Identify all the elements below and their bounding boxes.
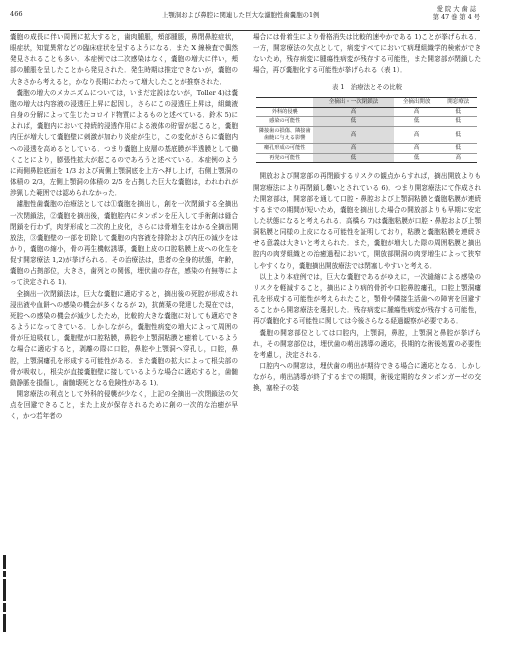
body-paragraph: 口腔内への開窓は，埋伏歯の萌出が期待できる場合に適応となる．しかしながら，萌出誘導が終了するまでの期間，術後定期的なタンポンガーゼの交換，塞栓子の装 [253, 362, 481, 393]
table-row-label: 再発の可能性 [256, 153, 313, 163]
header-rule [10, 30, 480, 31]
table-header-cell [256, 97, 313, 107]
table-cell: 低 [440, 127, 477, 144]
table-cell: 低 [394, 153, 440, 163]
table-cell: 高 [394, 107, 440, 117]
table-cell: 低 [313, 117, 393, 127]
body-paragraph: 嚢胞の成長に伴い周囲に拡大すると，歯肉腫脹，頬部腫脹，鼻閉鼻腔症状，眼症状，知覚異常などの臨床症状を呈するようになる．また X 線検査で偶然発見されることも多い．本症例では二次感染はなく，嚢胞の増大に伴い，頬部の腫脹を呈したことから発見された．発生時期は推定できないが，嚢胞の大きさから考えると，かなり長期にわたって増大したことが推察された． [10, 33, 238, 86]
journal-volume: 第 47 巻 第 4 号 [432, 14, 480, 21]
body-paragraph: 嚢胞の増大のメカニズムについては，いまだ定説はないが，Toller 4)は嚢胞の増大は内容液の浸透圧上昇に起因し，さらにこの浸透圧上昇は，組織液自身の分解によって生じたコロイド物質によるものと述べている．鈴木 5)によれば，嚢胞内において持続的浸透作用による液体の貯留が起こると，嚢胞内圧が増大して嚢胞壁に刺激が加わり炎症が生じ，この変化がさらに嚢胞内への浸透を高めるとしている．つまり嚢胞上皮層の基底膜が半透膜として働くことにより，膨張性拡大が起こるのであろうと述べている．本症例のように両側鼻腔底面を 1/3 および両側上顎洞底を上方へ押し上げ，右側上顎洞の体積の 2/3，左側上顎洞の体積の 2/5 を占拠した巨大な嚢胞は，われわれが渉猟した範囲では認められなかった． [10, 88, 238, 198]
table-row-label: 瘻孔形成の可能性 [256, 143, 313, 153]
right-column [253, 32, 481, 394]
table-row [256, 153, 477, 163]
body-paragraph: 場合には骨着生により骨格消失は比較的速やかである 1)ことが挙げられる．一方，開窓療法の欠点として，病変すべてにおいて病理組織学的検索ができないため，残存病変に腫瘍性病変が残存する可能性，また開窓部が閉鎖した場合，再び嚢胞化する可能性が挙げられる（表 1）． [253, 33, 481, 75]
page-number: 466 [10, 10, 23, 18]
table-cell: 高 [440, 153, 477, 163]
journal-citation [433, 6, 480, 22]
table-row-label: 外科的侵襲 [256, 107, 313, 117]
table-cell: 高 [313, 127, 393, 144]
table-row [256, 143, 477, 153]
table-cell: 高 [313, 107, 393, 117]
running-header [10, 6, 480, 28]
table-row [256, 117, 477, 127]
table-header-cell: 全摘出開放 [394, 97, 440, 107]
journal-name: 愛 院 大 歯 誌 [436, 6, 477, 13]
table-cell: 低 [440, 117, 477, 127]
table-cell: 低 [440, 143, 477, 153]
table-header-cell: 開窓療法 [440, 97, 477, 107]
table-row [256, 127, 477, 144]
table-header-row [256, 97, 477, 107]
table-header-cell: 全摘出・一次閉鎖法 [313, 97, 393, 107]
table-cell: 高 [313, 143, 393, 153]
table-row-label: 感染の可能性 [256, 117, 313, 127]
table-row [256, 107, 477, 117]
table-cell: 高 [394, 143, 440, 153]
body-paragraph: 開窓療法の利点として外科的侵襲が少なく，上記の全摘出一次閉鎖法の欠点を回避できること，また上皮が保存されるために創の一次的な治癒が早く，かつ若年者の [10, 390, 238, 421]
body-paragraph: 全摘出一次閉鎖法は，巨大な嚢胞に適応すると，摘出後の死腔が形成され浸出液や血餅への感染の機会が多くなるが 2)，抗菌薬の発達した現在では，死腔への感染の機会が減少したため，比較的大きな嚢胞に対しても適応できるようになってきている．しかしながら，嚢胞性病変の増大によって周囲の骨が圧迫吸収し，嚢胞壁が口腔粘膜，鼻腔や上顎洞粘膜と癒着しているような場合に適応すると，剥離の際に口腔，鼻腔や上顎洞へ穿孔し，口腔，鼻腔，上顎洞瘻孔を形成する可能性がある．また嚢胞の拡大によって根尖部の骨が吸収し，根尖が直接嚢胞壁に接しているような場合に適応すると，歯髄動静脈を損傷し，歯髄壊死となる危険性がある 1)． [10, 289, 238, 387]
body-paragraph: 濾胞性歯嚢胞の治療法としては①嚢胞を摘出し，創を一次閉鎖する全摘出一次閉鎖法，②嚢胞を摘出後，嚢胞腔内にタンポンを圧入して手術創は縫合閉鎖を行わず，肉芽形成と二次的上皮化，さらには骨増生をはかる全摘出開放法，③嚢胞壁の一部を切除して嚢胞の内容液を排除および内圧の減少をはかり，嚢胞の縮小，骨の再生機転誘導，嚢胞上皮の口腔粘膜上皮への化生を促す開窓療法 1,2)が挙げられる．その治療法は，患者の全身的状態，年齢，嚢胞の占拠部位，大きさ，歯列との関係，埋伏歯の存在，感染の有無等によって決定される 1)． [10, 200, 238, 287]
running-title: 上顎洞および鼻腔に関連した巨大な濾胞性歯嚢胞の1例 [162, 11, 320, 19]
body-paragraph: 嚢胞の開窓部位としては口腔内，上顎洞，鼻腔，上顎洞と鼻腔が挙げられ，その開窓部位は，埋伏歯の萌出誘導の適応，長期的な術後処置の必要性を考慮し，決定される． [253, 328, 481, 359]
table-cell: 低 [394, 117, 440, 127]
table-cell: 低 [440, 107, 477, 117]
left-column [10, 32, 238, 422]
table-caption: 表 1 治療法とその比較 [331, 82, 402, 91]
body-paragraph: 開放および開窓部の再閉鎖するリスクの観点からすれば，摘出開放よりも開窓療法により再閉鎖し難いとされている 6)．つまり開窓療法にて作成された開窓部は，開窓部を通して口腔・鼻腔および上顎洞粘膜と嚢胞粘膜が連続するまでの期間が短いため，嚢胞を摘出した場合の開放部よりも早期に安定した状態になると考えられる．高橋ら 7)は嚢胞粘膜が口腔・鼻腔および上顎洞粘膜と同様の上皮になる可能性を証明しており，粘膜と嚢胞粘膜を連続させる意義は大きいと考えられた．また，嚢胞が増大した際の周囲粘膜と摘出腔内の肉芽組織との治癒過程において，開放部開洞の肉芽増生によって狭窄しやすくなり，嚢胞摘出開放療法では閉塞しやすいと考える． [253, 172, 481, 270]
scan-edge-artifact [3, 555, 7, 645]
comparison-table [256, 97, 477, 164]
body-paragraph: 以上より本症例では，巨大な嚢胞であるがゆえに，一次縫縮による感染のリスクを軽減すること，摘出により病的骨折や口腔鼻腔瘻孔，口腔上顎洞瘻孔を形成する可能性が考えられたこと，顎骨や隣接生活歯への障害を回避することから開窓療法を選択した．残存病変に腫瘍性病変が残存する可能性，再び嚢胞化する可能性に関しては今後さらなる経過観察が必要である． [253, 272, 481, 326]
table-cell: 低 [313, 153, 393, 163]
table-cell: 高 [394, 127, 440, 144]
table-row-label: 隣接歯の損傷、隣接歯歯髄に与える影響 [256, 127, 313, 144]
